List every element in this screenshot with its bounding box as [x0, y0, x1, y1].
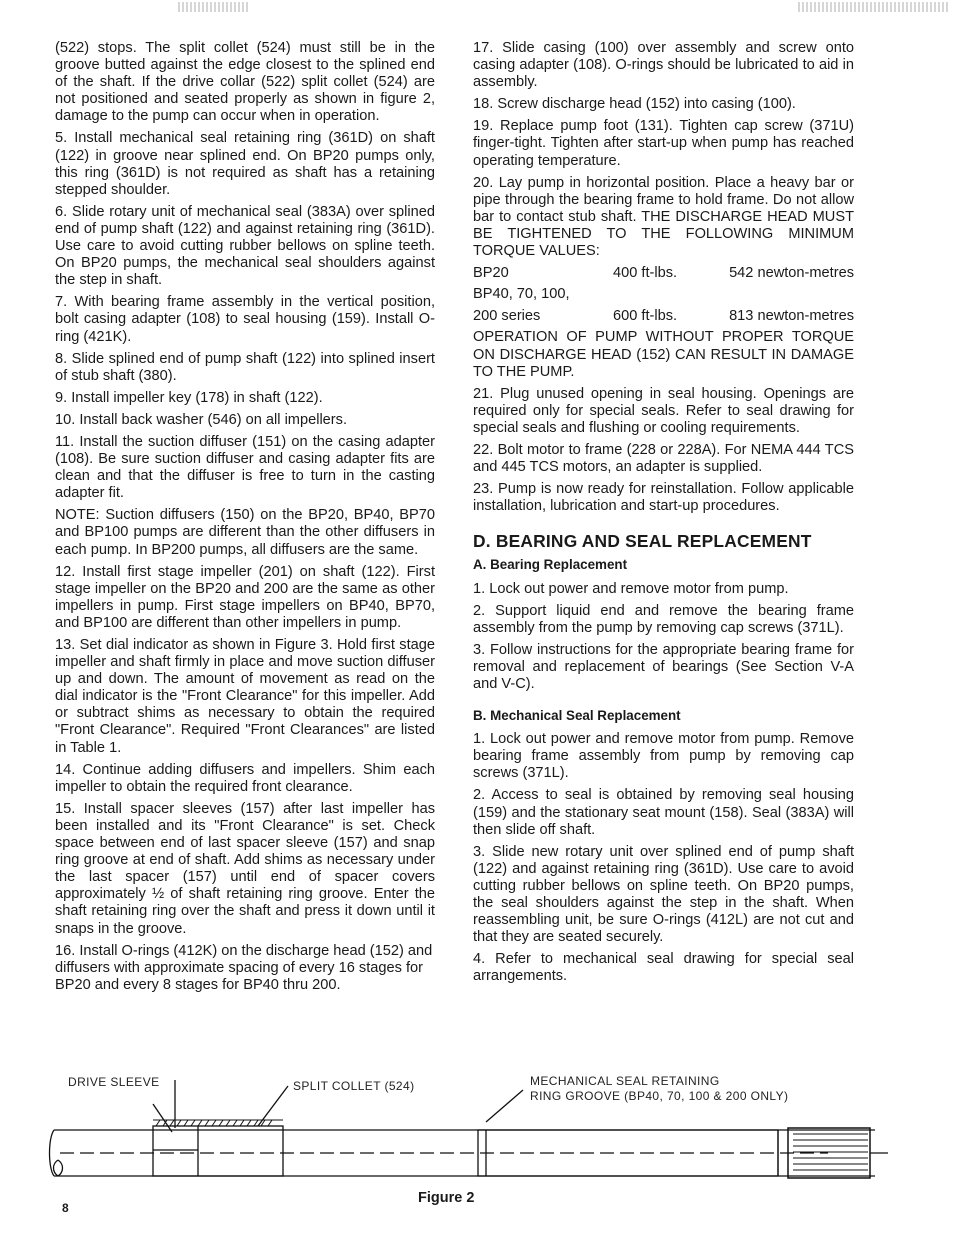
paragraph: 17. Slide casing (100) over assembly and screw onto casing adapter (108). O-rings should be lubricated to aid in assembly. — [473, 40, 854, 91]
paragraph: 19. Replace pump foot (131). Tighten cap screw (371U) finger-tight. Tighten after start-up when pump has reached operating temperature. — [473, 118, 854, 169]
list-item: 1. Lock out power and remove motor from pump. — [473, 580, 789, 597]
paragraph: 21. Plug unused opening in seal housing. Openings are required only for special seals. Refer to seal drawing for special seals and flushing or cooling requirements. — [473, 385, 854, 436]
paragraph: 16. Install O-rings (412K) on the discharge head (152) and diffusers with approximate spacing of every 16 stages for BP20 and every 8 stages for BP40 thru 200. — [55, 942, 433, 993]
paragraph: 20. Lay pump in horizontal position. Place a heavy bar or pipe through the bearing frame to hold frame. Do not allow bar to contact stub shaft. THE DISCHARGE HEAD MUST BE TIGHTENED TO THE FOLLOWING MINIMUM TORQUE VALUES: — [473, 174, 854, 260]
list-item: 1. Lock out power and remove motor from pump. Remove bearing frame assembly from pump by removing cap screws (371L). — [473, 731, 854, 782]
paragraph: 15. Install spacer sleeves (157) after last impeller has been installed and its "Front Clearance" is set. Check space between end of last spacer sleeve (157) and snap ring groove at end of shaft. Add shims as necessary under the last spacer (157) until end of spacer covers approximately ½ of shaft retaining ring groove. Enter the shaft retaining ring over the shaft and press it down until it snaps in the groove. — [55, 800, 435, 937]
torque-ftlbs: 400 ft-lbs. — [613, 265, 678, 282]
torque-newton-metres: 542 newton-metres — [729, 265, 854, 282]
list-item: 2. Support liquid end and remove the bearing frame assembly from the pump by removing cap screws (371L). — [473, 602, 854, 636]
paragraph: 7. With bearing frame assembly in the vertical position, bolt casing adapter (108) to seal housing (159). Install O-ring (421K). — [55, 294, 435, 345]
scan-mark-left — [178, 2, 250, 12]
torque-model: 200 series — [473, 308, 541, 325]
torque-model-list: BP40, 70, 100, — [473, 286, 570, 303]
paragraph: (522) stops. The split collet (524) must still be in the groove butted against the edge closest to the splined end of the shaft. If the drive collar (522) split collet (524) are not positioned and seated properly as shown in figure 2, damage to the pump can occur when in operation. — [55, 40, 435, 125]
paragraph: 12. Install first stage impeller (201) on shaft (122). First stage impeller on the BP20 and 200 are the same as other impellers in pump. First stage impellers on BP40, BP70, and BP100 are different than other impellers in pump. — [55, 563, 435, 631]
subsection-heading: B. Mechanical Seal Replacement — [473, 708, 681, 724]
list-item: 3. Slide new rotary unit over splined end of pump shaft (122) and against retaining ring (361D). Use care to avoid cutting rubber bellows on spline teeth. On BP20 pumps, the seal shoulders against the step in the shaft. When reassembling unit, be sure O-rings (412L) are not cut and that they are seated securely. — [473, 843, 854, 946]
paragraph: 11. Install the suction diffuser (151) on the casing adapter (108). Be sure suction diffuser and casing adapter fits are clean and that the diffuser is free to turn in the casting adapter fit. — [55, 433, 435, 502]
paragraph: 22. Bolt motor to frame (228 or 228A). For NEMA 444 TCS and 445 TCS motors, an adapter is supplied. — [473, 441, 854, 476]
torque-row-bp20 — [473, 265, 854, 282]
list-item: 3. Follow instructions for the appropriate bearing frame for removal and replacement of bearings (See Section V-A and V-C). — [473, 641, 854, 692]
paragraph: 10. Install back washer (546) on all impellers. — [55, 411, 348, 428]
torque-ftlbs: 600 ft-lbs. — [613, 308, 678, 325]
paragraph: 6. Slide rotary unit of mechanical seal (383A) over splined end of pump shaft (122) and against retaining ring (361D). Use care to avoid cutting rubber bellows on spline teeth. On BP20 pumps, the mechanical seal shoulders against the step in shaft. — [55, 203, 435, 289]
torque-model: BP20 — [473, 265, 509, 282]
figure-caption: Figure 2 — [418, 1190, 475, 1206]
paragraph: 18. Screw discharge head (152) into casing (100). — [473, 96, 796, 113]
paragraph: 8. Slide splined end of pump shaft (122) into splined insert of stub shaft (380). — [55, 350, 435, 384]
paragraph: 23. Pump is now ready for reinstallation. Follow applicable installation, lubrication and start-up procedures. — [473, 481, 854, 515]
label-seal-ring-line1: MECHANICAL SEAL RETAINING — [530, 1074, 720, 1088]
label-seal-ring-line2: RING GROOVE (BP40, 70, 100 & 200 ONLY) — [530, 1089, 789, 1103]
note-paragraph: NOTE: Suction diffusers (150) on the BP20, BP40, BP70 and BP100 pumps are different than the other diffusers in each pump. In BP200 pumps, all diffusers are the same. — [55, 507, 435, 558]
subsection-heading: A. Bearing Replacement — [473, 557, 628, 573]
scan-mark-right — [798, 2, 950, 12]
torque-row-series — [473, 308, 854, 325]
paragraph: 14. Continue adding diffusers and impellers. Shim each impeller to obtain the required front clearance. — [55, 761, 435, 795]
label-split-collet: SPLIT COLLET (524) — [293, 1079, 415, 1093]
section-heading: D. BEARING AND SEAL REPLACEMENT — [473, 531, 812, 552]
shaft-drawing — [48, 1068, 908, 1188]
page-number: 8 — [62, 1201, 69, 1215]
paragraph: 13. Set dial indicator as shown in Figure 3. Hold first stage impeller and shaft firmly in place and move suction diffuser up and down. The amount of movement as read on the dial indicator is the "Front Clearance" for this impeller. Add or subtract shims as necessary to obtain the required "Front Clearance". Required "Front Clearances" are listed in Table 1. — [55, 637, 435, 756]
right-column — [473, 40, 854, 991]
paragraph: 9. Install impeller key (178) in shaft (122). — [55, 389, 323, 406]
torque-caution: OPERATION OF PUMP WITHOUT PROPER TORQUE ON DISCHARGE HEAD (152) CAN RESULT IN DAMAGE TO THE PUMP. — [473, 329, 854, 380]
figure-2 — [48, 1068, 908, 1188]
list-item: 2. Access to seal is obtained by removing seal housing (159) and the stationary seat mount (158). Seal (383A) will then slide off shaft. — [473, 787, 854, 838]
left-column — [55, 40, 435, 999]
list-item: 4. Refer to mechanical seal drawing for special seal arrangements. — [473, 951, 854, 985]
torque-newton-metres: 813 newton-metres — [729, 308, 854, 325]
paragraph: 5. Install mechanical seal retaining ring (361D) on shaft (122) in groove near splined end. On BP20 pumps only, this ring (361D) is not required as shaft has a retaining stepped shoulder. — [55, 130, 435, 198]
label-drive-sleeve: DRIVE SLEEVE — [68, 1075, 160, 1089]
